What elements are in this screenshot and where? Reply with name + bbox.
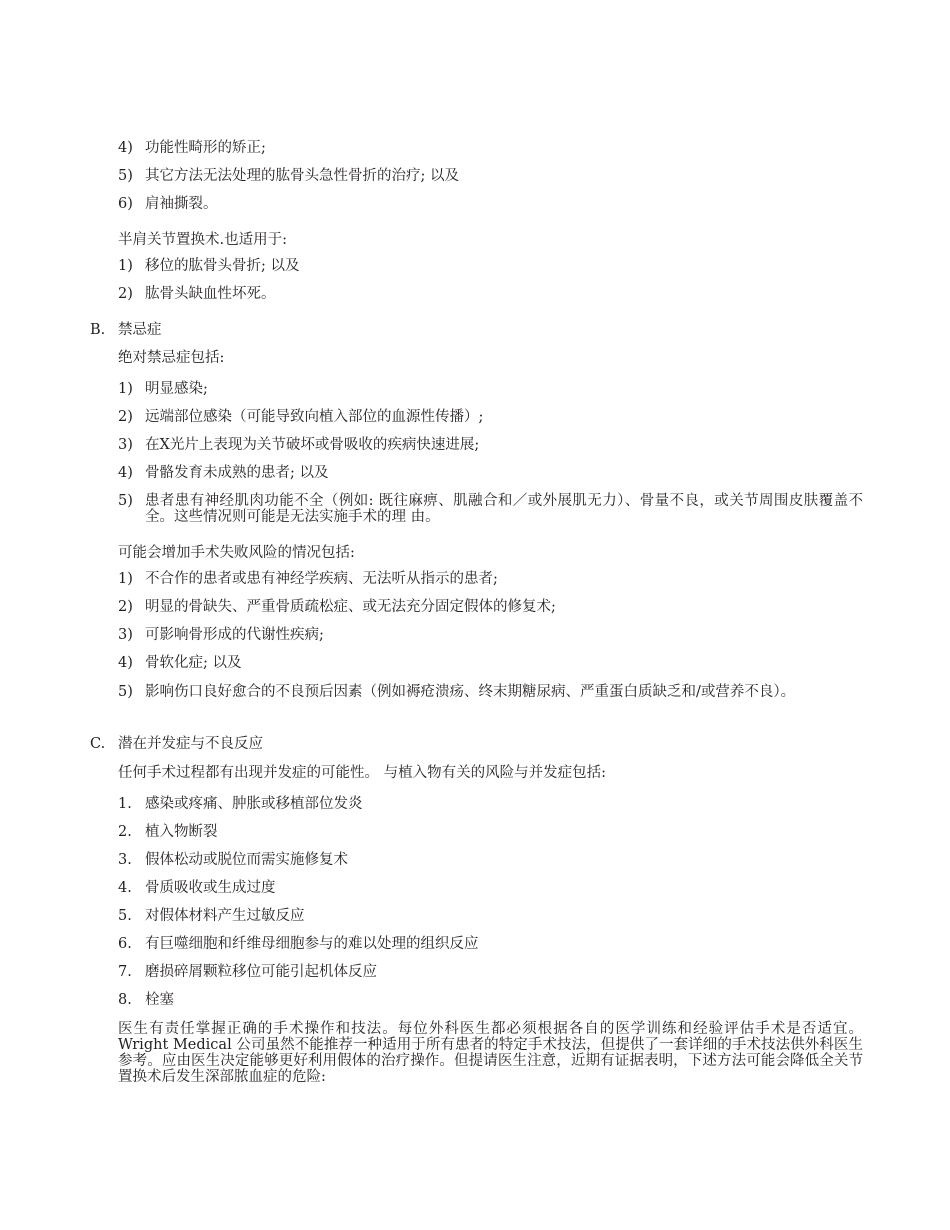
list-item bbox=[118, 168, 863, 184]
closing-paragraph: 医生有责任掌握正确的手术操作和技法。每位外科医生都必须根据各自的医学训练和经验评估手术是否适宜。Wright Medical 公司虽然不能推荐一种适用于所有患者的特定手术技法，但提供了一套详细的手术技法供外科医生参考。应由医生决定能够更好利用假体的治疗操作。但提请医生注意，近期有证据表明，下述方法可能会降低全关节置换术后发生深部脓血症的危险: bbox=[118, 1021, 863, 1085]
list-item bbox=[118, 824, 863, 840]
item-number: 3) bbox=[118, 627, 133, 643]
list-item bbox=[118, 936, 863, 952]
list-item bbox=[118, 140, 863, 156]
item-number: 6. bbox=[118, 936, 132, 952]
item-number: 5) bbox=[118, 168, 133, 184]
absolute-contraindications-intro: 绝对禁忌症包括: bbox=[118, 350, 225, 366]
section-b-heading bbox=[90, 322, 860, 338]
list-item bbox=[118, 286, 863, 302]
list-item bbox=[118, 409, 863, 425]
item-text: 骨骼发育未成熟的患者; 以及 bbox=[145, 465, 329, 481]
item-number: 5) bbox=[118, 493, 133, 509]
item-number: 5. bbox=[118, 908, 132, 924]
item-number: 1) bbox=[118, 258, 133, 274]
list-item bbox=[118, 571, 863, 587]
item-number: 2) bbox=[118, 599, 133, 615]
item-number: 5) bbox=[118, 684, 133, 700]
item-text: 在X光片上表现为关节破坏或骨吸收的疾病快速进展; bbox=[145, 437, 480, 453]
section-title: 潜在并发症与不良反应 bbox=[118, 736, 263, 752]
list-item bbox=[118, 258, 863, 274]
hemi-intro: 半肩关节置换术.也适用于: bbox=[118, 232, 287, 248]
list-item bbox=[118, 852, 863, 868]
item-text: 明显的骨缺失、严重骨质疏松症、或无法充分固定假体的修复术; bbox=[145, 599, 556, 615]
item-number: 3) bbox=[118, 437, 133, 453]
item-number: 1) bbox=[118, 381, 133, 397]
item-text: 移位的肱骨头骨折; 以及 bbox=[145, 258, 300, 274]
list-item bbox=[118, 465, 863, 481]
item-number: 2) bbox=[118, 409, 133, 425]
list-item bbox=[118, 880, 863, 896]
item-number: 2. bbox=[118, 824, 132, 840]
section-letter: B. bbox=[90, 322, 106, 338]
section-title: 禁忌症 bbox=[118, 322, 162, 338]
item-number: 4) bbox=[118, 140, 133, 156]
item-text: 骨软化症; 以及 bbox=[145, 655, 242, 671]
item-text: 假体松动或脱位而需实施修复术 bbox=[145, 852, 348, 868]
item-number: 4. bbox=[118, 880, 132, 896]
item-text: 植入物断裂 bbox=[145, 824, 218, 840]
item-text: 对假体材料产生过敏反应 bbox=[145, 908, 305, 924]
list-item bbox=[118, 437, 863, 453]
item-text: 患者患有神经肌肉功能不全（例如: 既往麻痹、肌融合和／或外展肌无力）、骨量不良，或关节周围皮肤覆盖不全。这些情况则可能是无法实施手术的理 由。 bbox=[145, 493, 863, 525]
item-text: 肱骨头缺血性坏死。 bbox=[145, 286, 276, 302]
list-item bbox=[118, 908, 863, 924]
list-item bbox=[118, 493, 863, 525]
item-text: 骨质吸收或生成过度 bbox=[145, 880, 276, 896]
list-item bbox=[118, 684, 863, 700]
list-item bbox=[118, 599, 863, 615]
item-text: 磨损碎屑颗粒移位可能引起机体反应 bbox=[145, 964, 377, 980]
list-item bbox=[118, 627, 863, 643]
item-text: 远端部位感染（可能导致向植入部位的血源性传播）; bbox=[145, 409, 484, 425]
list-item bbox=[118, 796, 863, 812]
section-c-heading bbox=[90, 736, 860, 752]
item-number: 4) bbox=[118, 465, 133, 481]
item-number: 1. bbox=[118, 796, 132, 812]
item-number: 8. bbox=[118, 992, 132, 1008]
item-number: 4) bbox=[118, 655, 133, 671]
item-text: 不合作的患者或患有神经学疾病、无法听从指示的患者; bbox=[145, 571, 498, 587]
list-item bbox=[118, 655, 863, 671]
list-item bbox=[118, 196, 863, 212]
item-number: 1) bbox=[118, 571, 133, 587]
item-text: 可影响骨形成的代谢性疾病; bbox=[145, 627, 324, 643]
risk-factors-intro: 可能会增加手术失败风险的情况包括: bbox=[118, 545, 355, 561]
complications-intro: 任何手术过程都有出现并发症的可能性。 与植入物有关的风险与并发症包括: bbox=[118, 765, 606, 781]
list-item bbox=[118, 992, 863, 1008]
item-text: 其它方法无法处理的肱骨头急性骨折的治疗; 以及 bbox=[145, 168, 459, 184]
item-number: 7. bbox=[118, 964, 132, 980]
item-text: 功能性畸形的矫正; bbox=[145, 140, 266, 156]
item-number: 2) bbox=[118, 286, 133, 302]
item-text: 感染或疼痛、肿胀或移植部位发炎 bbox=[145, 796, 363, 812]
item-text: 明显感染; bbox=[145, 381, 208, 397]
item-text: 影响伤口良好愈合的不良预后因素（例如褥疮溃疡、终末期糖尿病、严重蛋白质缺乏和/或营养不良）。 bbox=[145, 684, 796, 700]
list-item bbox=[118, 381, 863, 397]
section-letter: C. bbox=[90, 736, 106, 752]
item-number: 6) bbox=[118, 196, 133, 212]
list-item bbox=[118, 964, 863, 980]
item-text: 栓塞 bbox=[145, 992, 174, 1008]
item-number: 3. bbox=[118, 852, 132, 868]
item-text: 肩袖撕裂。 bbox=[145, 196, 218, 212]
item-text: 有巨噬细胞和纤维母细胞参与的难以处理的组织反应 bbox=[145, 936, 479, 952]
